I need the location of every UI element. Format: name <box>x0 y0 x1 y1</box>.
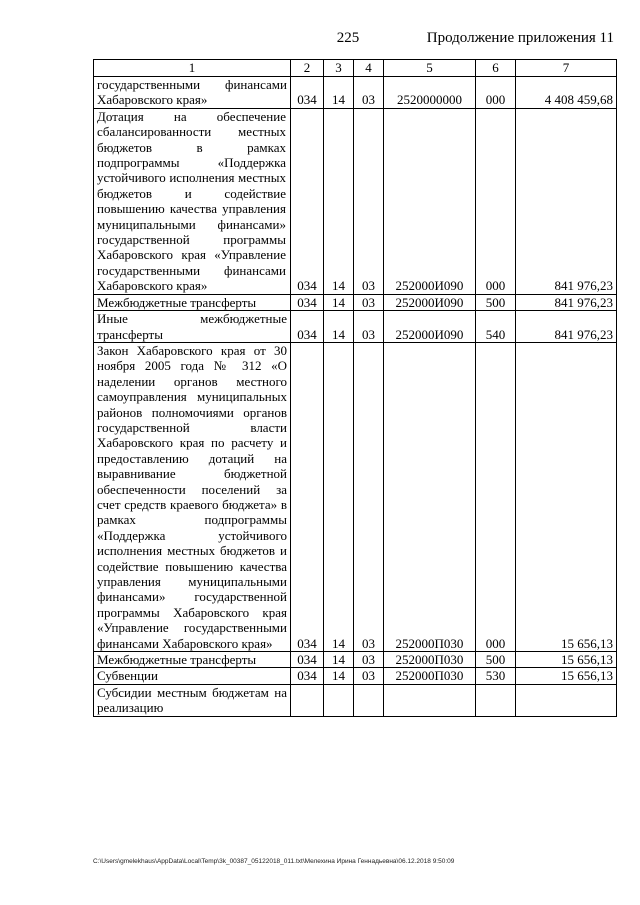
row-code: 034 <box>291 311 324 343</box>
row-amount: 4 408 459,68 <box>516 77 617 109</box>
column-header: 2 <box>291 60 324 77</box>
row-name: Иные межбюджетные трансферты <box>94 311 291 343</box>
row-subsection <box>354 684 384 716</box>
row-expense-type: 500 <box>476 294 516 310</box>
column-header: 5 <box>384 60 476 77</box>
row-expense-type <box>476 684 516 716</box>
row-subsection: 03 <box>354 652 384 668</box>
row-amount: 15 656,13 <box>516 652 617 668</box>
row-section: 14 <box>324 108 354 294</box>
row-section: 14 <box>324 342 354 651</box>
row-section: 14 <box>324 652 354 668</box>
appendix-heading: Продолжение приложения 11 <box>426 30 614 46</box>
row-target-article: 252000П030 <box>384 668 476 684</box>
row-amount: 841 976,23 <box>516 108 617 294</box>
row-target-article: 252000И090 <box>384 294 476 310</box>
row-section: 14 <box>324 294 354 310</box>
row-code <box>291 684 324 716</box>
row-code: 034 <box>291 342 324 651</box>
row-expense-type: 540 <box>476 311 516 343</box>
row-amount <box>516 684 617 716</box>
row-name: Дотация на обеспечение сбалансированности местных бюджетов в рамках подпрограммы «Поддержка устойчивого исполнения местных бюджетов и содействие повышению качества управления муниципальными финансами» государственной программы Хабаровского края «Управление государственными финансами Хабаровского края» <box>94 108 291 294</box>
table-row <box>94 668 617 684</box>
row-subsection: 03 <box>354 311 384 343</box>
row-target-article <box>384 684 476 716</box>
row-subsection: 03 <box>354 294 384 310</box>
row-name: Закон Хабаровского края от 30 ноября 2005 года № 312 «О наделении органов местного самоуправления муниципальных районов полномочиями органов государственной власти Хабаровского края по расчету и предоставлению дотаций на выравнивание бюджетной обеспеченности поселений за счет средств краевого бюджета» в рамках подпрограммы «Поддержка устойчивого исполнения местных бюджетов и содействие повышению качества управления муниципальными финансами» государственной программы Хабаровского края «Управление государственными финансами Хабаровского края» <box>94 342 291 651</box>
row-amount: 15 656,13 <box>516 342 617 651</box>
column-header: 6 <box>476 60 516 77</box>
column-header: 3 <box>324 60 354 77</box>
row-code: 034 <box>291 668 324 684</box>
table-row <box>94 294 617 310</box>
table-row <box>94 108 617 294</box>
row-target-article: 252000И090 <box>384 108 476 294</box>
row-section: 14 <box>324 77 354 109</box>
row-code: 034 <box>291 77 324 109</box>
column-header: 4 <box>354 60 384 77</box>
row-section: 14 <box>324 311 354 343</box>
row-expense-type: 000 <box>476 342 516 651</box>
row-section <box>324 684 354 716</box>
column-header: 7 <box>516 60 617 77</box>
row-name: государственными финансами Хабаровского края» <box>94 77 291 109</box>
table-row <box>94 684 617 716</box>
row-code: 034 <box>291 652 324 668</box>
table-row <box>94 652 617 668</box>
row-subsection: 03 <box>354 108 384 294</box>
row-subsection: 03 <box>354 342 384 651</box>
page-number: 225 <box>336 30 360 46</box>
row-name: Межбюджетные трансферты <box>94 652 291 668</box>
row-expense-type: 500 <box>476 652 516 668</box>
column-header: 1 <box>94 60 291 77</box>
row-amount: 841 976,23 <box>516 311 617 343</box>
document-path-footer: C:\Users\gmelekhaus\AppData\Local\Temp\3k_00387_05122018_011.txt\Мелехина Ирина Геннадьевна\06.12.2018 9:50:09 <box>93 858 455 865</box>
row-subsection: 03 <box>354 77 384 109</box>
row-expense-type: 000 <box>476 108 516 294</box>
table-row <box>94 77 617 109</box>
row-expense-type: 000 <box>476 77 516 109</box>
row-name: Межбюджетные трансферты <box>94 294 291 310</box>
row-code: 034 <box>291 294 324 310</box>
row-name: Субсидии местным бюджетам на реализацию <box>94 684 291 716</box>
row-amount: 15 656,13 <box>516 668 617 684</box>
row-section: 14 <box>324 668 354 684</box>
row-target-article: 252000П030 <box>384 342 476 651</box>
row-name: Субвенции <box>94 668 291 684</box>
row-target-article: 252000П030 <box>384 652 476 668</box>
table-row <box>94 342 617 651</box>
column-number-row <box>94 60 617 77</box>
row-subsection: 03 <box>354 668 384 684</box>
row-amount: 841 976,23 <box>516 294 617 310</box>
row-code: 034 <box>291 108 324 294</box>
budget-table <box>93 59 617 717</box>
row-target-article: 252000И090 <box>384 311 476 343</box>
row-target-article: 2520000000 <box>384 77 476 109</box>
table-row <box>94 311 617 343</box>
row-expense-type: 530 <box>476 668 516 684</box>
